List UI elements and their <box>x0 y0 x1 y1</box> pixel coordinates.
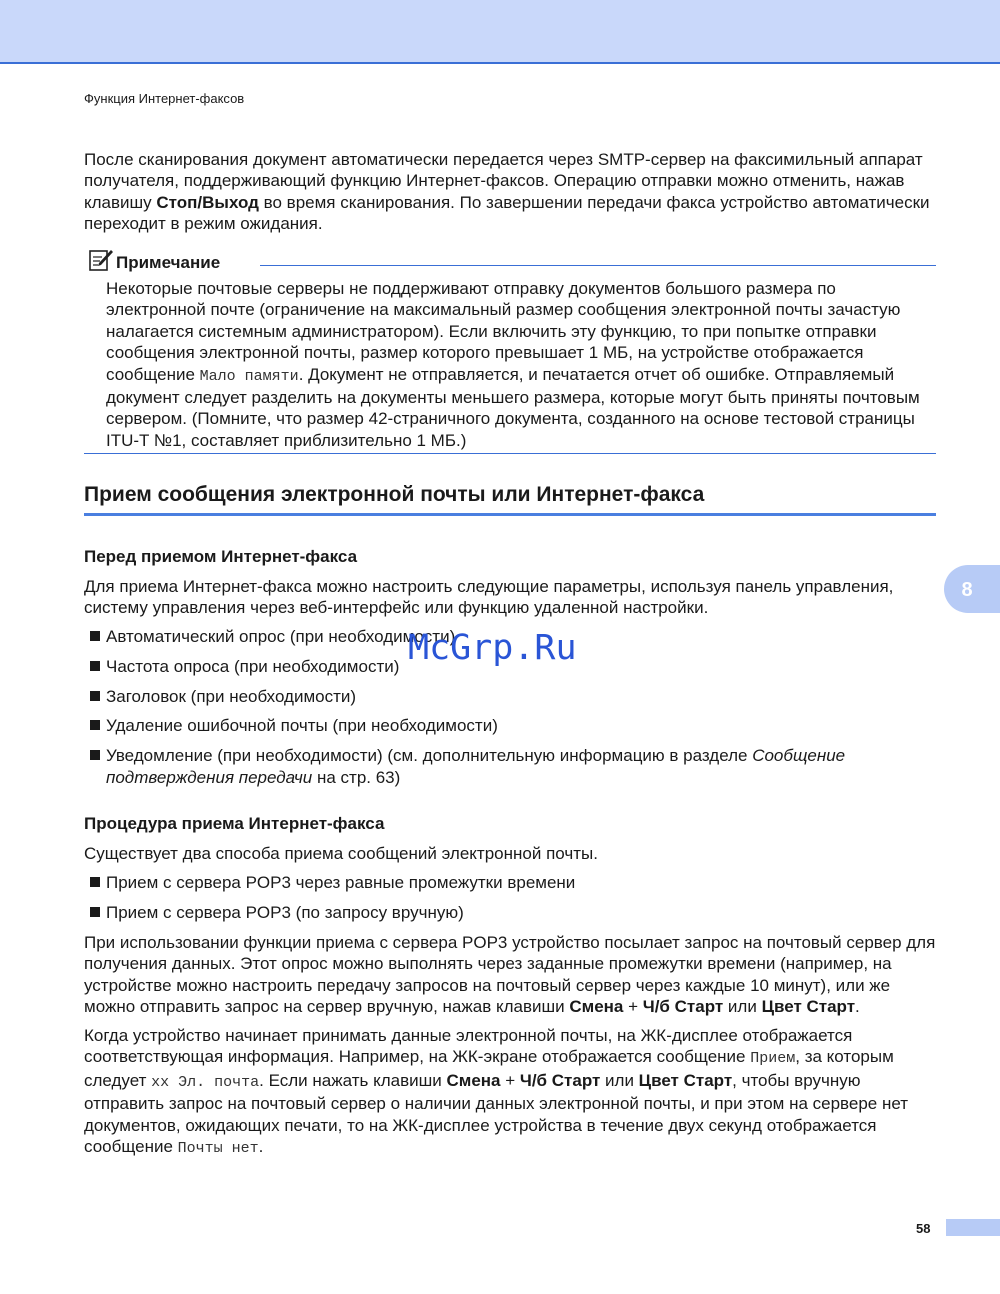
chapter-number: 8 <box>961 579 973 601</box>
procedure-lead: Существует два способа приема сообщений электронной почты. <box>84 844 598 863</box>
subsection-procedure-title: Процедура приема Интернет-факса <box>84 814 385 833</box>
list-item: Прием с сервера POP3 через равные промежутки времени <box>90 872 936 893</box>
page-number: 58 <box>916 1221 931 1236</box>
key-colour-start: Цвет Старт <box>638 1070 733 1090</box>
procedure-paragraph-2 <box>84 1025 936 1159</box>
period: . <box>855 997 860 1017</box>
key-shift: Смена <box>446 1070 501 1090</box>
lcd-message-receiving: Прием <box>750 1050 796 1068</box>
procedure-p2-text-3: . Если нажать клавиши <box>259 1070 447 1090</box>
note-header <box>84 248 936 272</box>
key-colour-start: Цвет Старт <box>761 997 856 1017</box>
key-mono-start: Ч/б Старт <box>519 1070 601 1090</box>
plus-sign: + <box>500 1070 520 1090</box>
note-pencil-icon <box>88 248 114 272</box>
list-item: Автоматический опрос (при необходимости) <box>90 626 936 647</box>
plus-sign: + <box>623 997 643 1017</box>
running-header: Функция Интернет-факсов <box>84 91 245 106</box>
list-item: Частота опроса (при необходимости) <box>90 656 936 677</box>
key-shift: Смена <box>569 997 624 1017</box>
page-reference: на стр. 63) <box>312 767 401 787</box>
or-text: или <box>723 997 762 1017</box>
section-title: Прием сообщения электронной почты или Интернет-факса <box>84 483 705 506</box>
key-mono-start: Ч/б Старт <box>642 997 724 1017</box>
procedure-methods-list <box>90 872 936 932</box>
or-text: или <box>600 1070 639 1090</box>
procedure-p1-text: При использовании функции приема с сервера POP3 устройство посылает запрос на почтовый сервер для получения данных. Этот опрос можно выполнять через заданные промежутки времени (например, на устройстве можно настроить передачу запросов на почтовый сервер через каждые 10 минут), или же можно отправить запрос на сервер вручную, нажав клавиши <box>84 933 936 1017</box>
cross-reference-link[interactable]: Сообщение подтверждения передачи <box>106 746 846 787</box>
list-item: Прием с сервера POP3 (по запросу вручную) <box>90 902 936 923</box>
page-number-bar <box>946 1219 1000 1236</box>
lcd-message-no-mail: Почты нет <box>177 1140 259 1158</box>
watermark: McGrp.Ru <box>408 628 577 668</box>
intro-text-2: во время сканирования. По завершении передачи факса устройство автоматически переходит в режим ожидания. <box>84 192 930 234</box>
intro-text-1: После сканирования документ автоматически передается через SMTP-сервер на факсимильный аппарат получателя, поддерживающий функцию Интернет-факсов. Операцию отправки можно отменить, нажав клавишу <box>84 150 923 212</box>
note-body <box>106 278 938 451</box>
top-banner <box>0 0 1000 64</box>
procedure-p2-text-1: Когда устройство начинает принимать данные электронной почты, на ЖК-дисплее отображается соответствующая информация. Например, на ЖК-экране отображается сообщение <box>84 1026 853 1067</box>
note-title: Примечание <box>116 253 221 272</box>
key-stop-exit: Стоп/Выход <box>156 192 259 212</box>
note-text-1: Некоторые почтовые серверы не поддерживают отправку документов большого размера по электронной почте (ограничение на максимальный размер сообщения электронной почты зачастую налагается системным администратором). Если включить эту функцию, то при попытке отправки сообщения электронной почты, размер которого превышает 1 МБ, на устройстве отображается сообщение <box>106 279 901 384</box>
note-top-rule <box>260 265 936 266</box>
intro-paragraph <box>84 149 936 235</box>
lcd-message-xx-email: xx Эл. почта <box>151 1073 260 1091</box>
chapter-tab[interactable] <box>944 565 1000 613</box>
list-item: Удаление ошибочной почты (при необходимости) <box>90 715 936 736</box>
list-item <box>90 745 936 788</box>
period: . <box>258 1137 264 1157</box>
note-bottom-rule <box>84 453 936 454</box>
procedure-paragraph-1 <box>84 932 936 1018</box>
procedure-p2-text-2: , за которым следует <box>84 1047 894 1090</box>
procedure-p2-text-4: , чтобы вручную отправить запрос на почтовый сервер о наличии данных электронной почты, и при этом на сервере нет документов, ожидающих печати, то на ЖК-дисплее устройства в течение двух секунд отображается сообщение <box>84 1070 909 1157</box>
subsection-before-title: Перед приемом Интернет-факса <box>84 547 358 566</box>
before-lead: Для приема Интернет-факса можно настроить следующие параметры, используя панель управления, систему управления через веб-интерфейс или функцию удаленной настройки. <box>84 577 894 618</box>
list-item: Заголовок (при необходимости) <box>90 686 936 707</box>
note-text-2: . Документ не отправляется, и печатается отчет об ошибке. Отправляемый документ следует разделить на документы меньшего размера, которые могут быть приняты почтовым сервером. (Помните, что размер 42-страничного документа, созданного на основе тестовой страницы ITU-T №1, составляет приблизительно 1 МБ.) <box>106 364 920 450</box>
lcd-message-low-memory: Мало памяти <box>199 367 299 385</box>
section-title-rule <box>84 513 936 516</box>
notification-text: Уведомление (при необходимости) (см. дополнительную информацию в разделе <box>106 746 753 766</box>
